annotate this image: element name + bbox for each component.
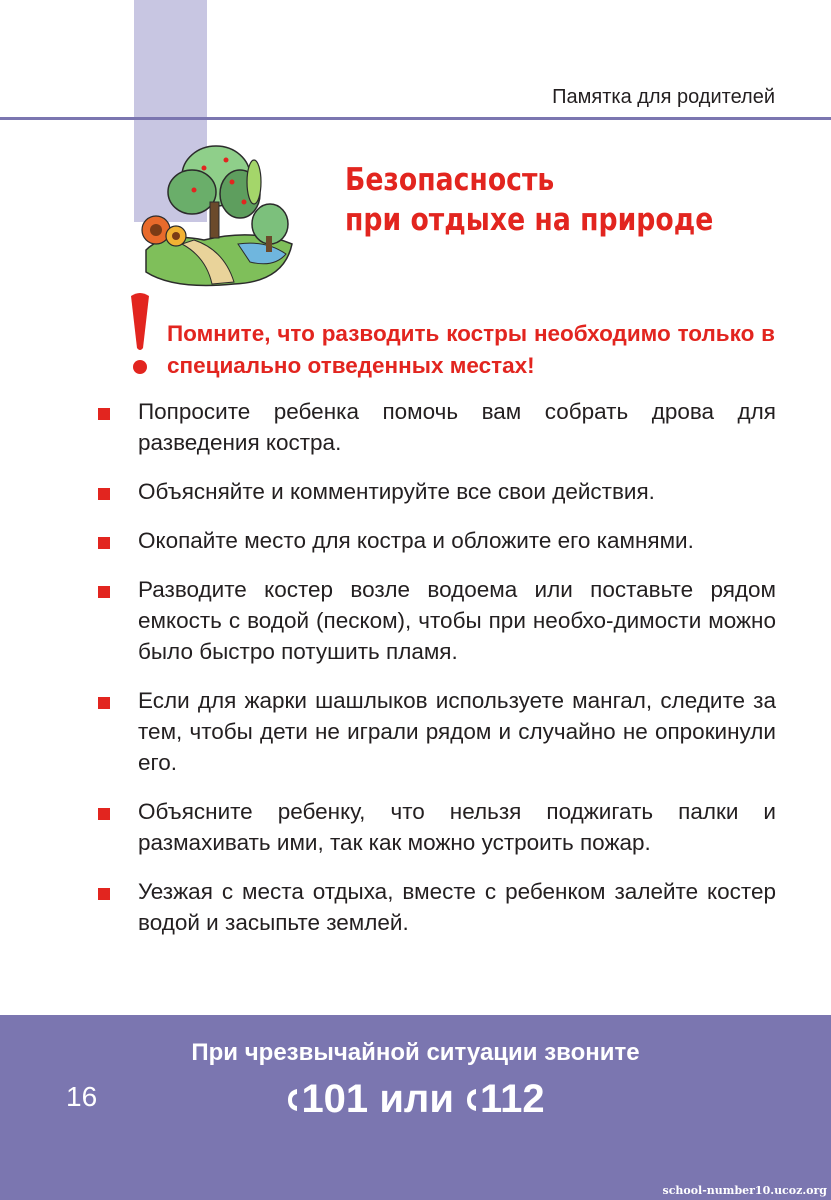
list-item	[98, 876, 776, 938]
list-item-text: Уезжая с места отдыха, вместе с ребенком залейте костер водой и засыпьте землей.	[138, 879, 776, 935]
list-item-text: Разводите костер возле водоема или поставьте рядом емкость с водой (песком), чтобы при необхо-димости можно было быстро потушить пламя.	[138, 577, 776, 664]
safety-list	[98, 396, 776, 956]
emergency-title: При чрезвычайной ситуации звоните	[191, 1039, 640, 1066]
square-bullet-icon	[98, 808, 110, 820]
square-bullet-icon	[98, 408, 110, 420]
list-item	[98, 476, 776, 507]
title-line-2: при отдыхе на природе	[345, 202, 714, 238]
exclamation-icon	[128, 292, 152, 376]
list-item-text: Объясните ребенку, что нельзя поджигать палки и размахивать ими, так как можно устроить пожар.	[138, 799, 776, 855]
square-bullet-icon	[98, 888, 110, 900]
list-item	[98, 685, 776, 778]
phone-handset-icon	[465, 1087, 477, 1113]
fire-warning: Помните, что разводить костры необходимо только в специально отведенных местах!	[167, 321, 775, 378]
emergency-numbers	[0, 1075, 831, 1123]
list-item	[98, 796, 776, 858]
list-item-text: Если для жарки шашлыков используете мангал, следите за тем, чтобы дети не играли рядом и случайно не опрокинули его.	[138, 688, 776, 775]
list-item	[98, 574, 776, 667]
page-title	[345, 160, 713, 240]
watermark: school-number10.ucoz.org	[662, 1184, 827, 1197]
list-item-text: Объясняйте и комментируйте все свои действия.	[138, 479, 655, 504]
title-line-1: Безопасность	[345, 162, 555, 198]
square-bullet-icon	[98, 537, 110, 549]
list-item	[98, 525, 776, 556]
list-item	[98, 396, 776, 458]
square-bullet-icon	[98, 586, 110, 598]
nature-trees-illustration	[134, 132, 299, 292]
phone-number-101: 101	[301, 1077, 369, 1121]
phone-connector: или	[379, 1077, 454, 1121]
page-number: 16	[66, 1081, 98, 1112]
list-item-text: Окопайте место для костра и обложите его камнями.	[138, 528, 694, 553]
phone-handset-icon	[286, 1087, 298, 1113]
header-rule	[0, 117, 831, 120]
header-label: Памятка для родителей	[552, 86, 775, 108]
emergency-footer	[0, 1015, 831, 1200]
list-item-text: Попросите ребенка помочь вам собрать дрова для разведения костра.	[138, 399, 776, 455]
square-bullet-icon	[98, 488, 110, 500]
phone-number-112: 112	[480, 1077, 545, 1121]
square-bullet-icon	[98, 697, 110, 709]
